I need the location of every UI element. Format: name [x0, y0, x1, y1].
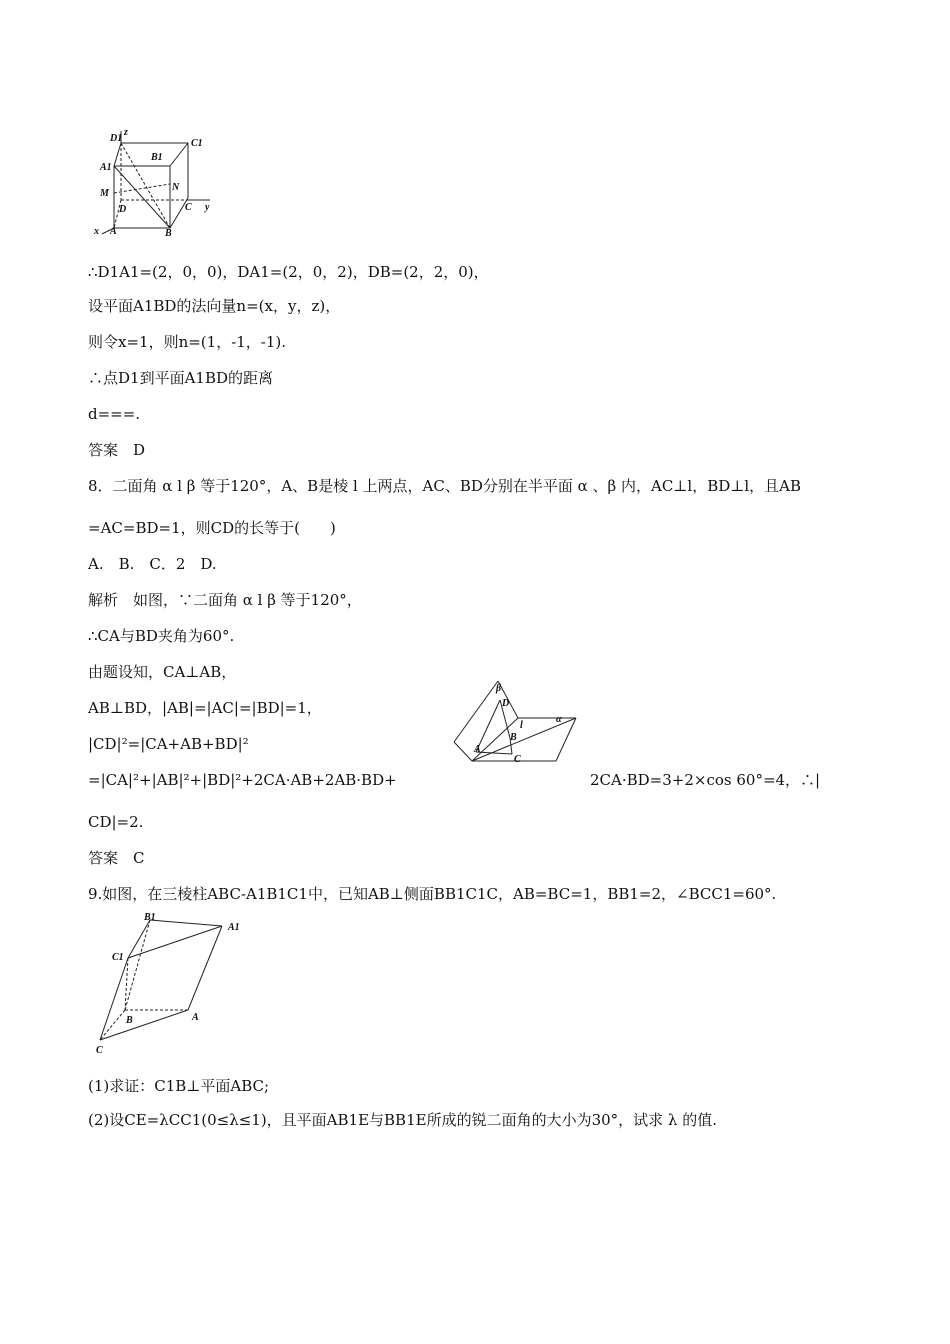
- text-line-1: ∴D1A1=(2，0，0)，DA1=(2，0，2)，DB=(2，2，0)，: [88, 263, 489, 281]
- fig3-label-A: A: [192, 1012, 199, 1023]
- fig3-label-C1: C1: [112, 952, 124, 963]
- answer-8: 答案 C: [88, 849, 145, 867]
- solution-8-line-6: =|CA|²+|AB|²+|BD|²+2CA·AB+2AB·BD+: [88, 771, 397, 789]
- fig3-label-A1: A1: [228, 922, 240, 933]
- fig1-label-B1: B1: [151, 152, 163, 163]
- fig1-label-x: x: [94, 226, 99, 237]
- fig2-label-alpha: α: [556, 714, 562, 725]
- fig1-label-z: z: [124, 128, 128, 138]
- fig2-label-D: D: [502, 698, 510, 709]
- question-9-part-2: (2)设CE=λCC1(0≤λ≤1)，且平面AB1E与BB1E所成的锐二面角的大小为30°，试求 λ 的值.: [88, 1111, 717, 1129]
- fig3-label-C: C: [96, 1045, 103, 1056]
- solution-8-line-3: 由题设知，CA⊥AB，: [88, 663, 237, 681]
- question-8-cont: =AC=BD=1，则CD的长等于( ): [88, 519, 336, 537]
- fig1-label-C: C: [185, 202, 192, 213]
- solution-8-line-6b: 2CA·BD=3+2×cos 60°=4，∴|: [590, 771, 821, 789]
- dihedral-figure: [448, 676, 584, 768]
- text-line-5: d===.: [88, 405, 141, 423]
- solution-8-line-5: |CD|²=|CA+AB+BD|²: [88, 735, 249, 753]
- fig1-label-y: y: [205, 202, 210, 213]
- fig1-label-D1: D1: [110, 133, 123, 144]
- fig1-label-B: B: [165, 228, 172, 238]
- answer-7: 答案 D: [88, 441, 146, 459]
- solution-8-line-4: AB⊥BD，|AB|=|AC|=|BD|=1，: [88, 699, 322, 717]
- fig1-label-M: M: [100, 188, 109, 199]
- fig3-label-B: B: [126, 1015, 133, 1026]
- fig2-label-A: A: [474, 744, 481, 755]
- cube-figure: [88, 128, 238, 238]
- fig2-label-l: l: [520, 720, 523, 731]
- text-line-4: ∴点D1到平面A1BD的距离: [88, 369, 273, 387]
- question-8-options: A. B. C．2 D.: [88, 555, 217, 573]
- solution-8-line-2: ∴CA与BD夹角为60°.: [88, 627, 235, 645]
- fig1-label-D: D: [119, 204, 127, 215]
- fig1-label-A1: A1: [100, 162, 112, 173]
- fig1-label-N: N: [172, 182, 180, 193]
- text-line-3: 则令x=1，则n=(1，-1，-1).: [88, 333, 287, 351]
- text-line-2: 设平面A1BD的法向量n=(x，y，z)，: [88, 297, 341, 315]
- fig1-label-A: A: [110, 226, 117, 237]
- solution-8-line-1: 解析 如图，∵二面角 α l β 等于120°，: [88, 591, 362, 609]
- fig1-label-C1: C1: [191, 138, 203, 149]
- question-9: 9.如图，在三棱柱ABC-A1B1C1中，已知AB⊥侧面BB1C1C，AB=BC=1，BB1=2，∠BCC1=60°.: [88, 885, 777, 903]
- solution-8-line-7: CD|=2.: [88, 813, 144, 831]
- fig2-label-B: B: [510, 732, 517, 743]
- prism-figure: [92, 910, 252, 1060]
- question-8: 8．二面角 α l β 等于120°，A、B是棱 l 上两点，AC、BD分别在半平面 α 、β 内，AC⊥l，BD⊥l，且AB: [88, 477, 802, 495]
- fig2-label-beta: β: [496, 683, 502, 694]
- question-9-part-1: (1)求证：C1B⊥平面ABC;: [88, 1077, 270, 1095]
- fig3-label-B1: B1: [144, 912, 156, 923]
- fig2-label-C: C: [514, 754, 521, 765]
